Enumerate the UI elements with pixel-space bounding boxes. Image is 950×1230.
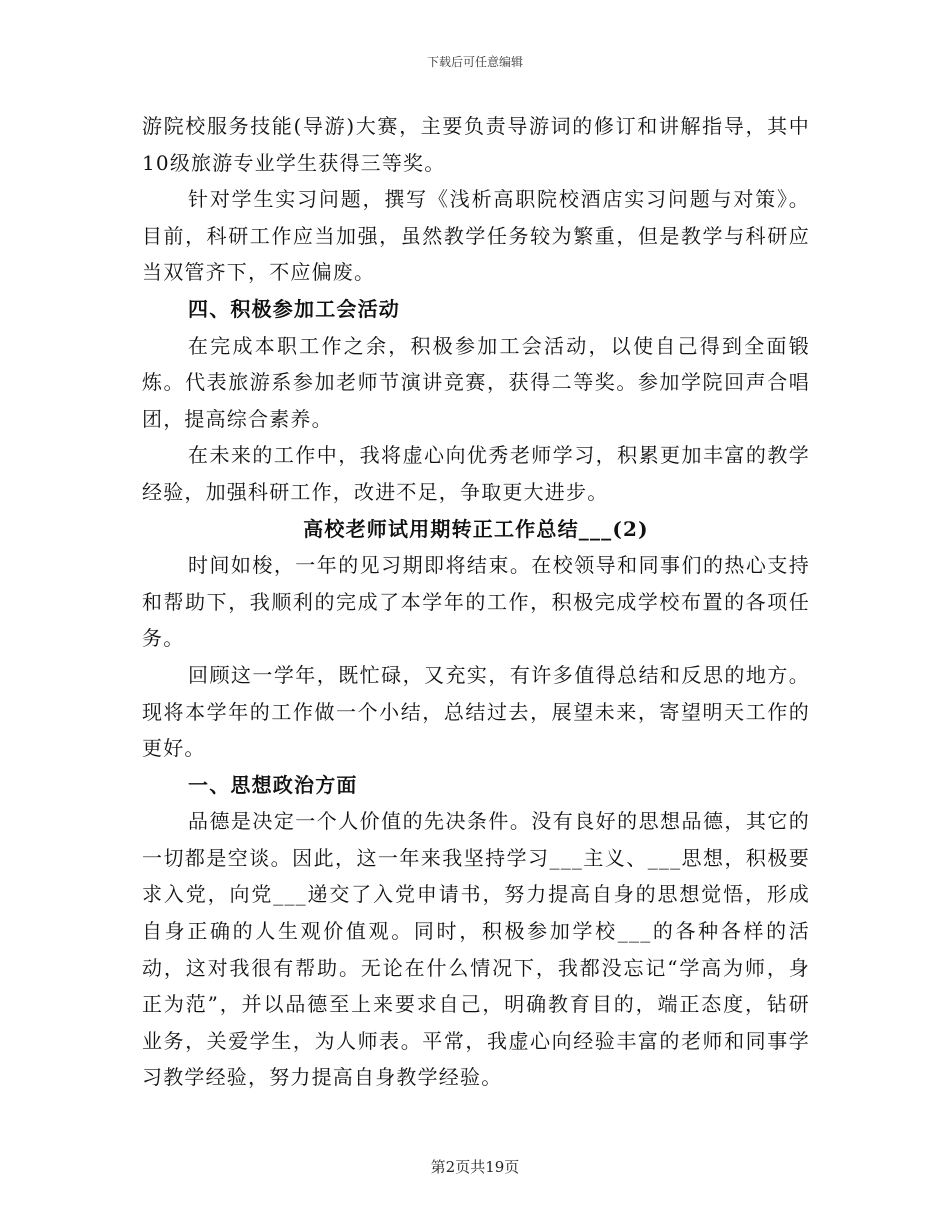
document-body (142, 108, 810, 1096)
document-title: 高校老师试用期转正工作总结___(2) (303, 516, 649, 541)
page-header: 下载后可任意编辑 (426, 55, 523, 69)
paragraph-union: 在完成本职工作之余，积极参加工会活动，以使自己得到全面锻炼。代表旅游系参加老师节演讲竞赛，获得二等奖。参加学院回声合唱团，提高综合素养。 (142, 333, 810, 431)
paragraph-intro: 时间如梭，一年的见习期即将结束。在校领导和同事们的热心支持和帮助下，我顺利的完成了本学年的工作，积极完成学校布置的各项任务。 (142, 553, 810, 651)
paragraph-research: 针对学生实习问题，撰写《浅析高职院校酒店实习问题与对策》。目前，科研工作应当加强，虽然教学任务较为繁重，但是教学与科研应当双管齐下，不应偏废。 (142, 187, 810, 285)
section-heading-union: 四、积极参加工会活动 (188, 296, 400, 321)
paragraph-ideology: 品德是决定一个人价值的先决条件。没有良好的思想品德，其它的一切都是空谈。因此，这一年来我坚持学习___主义、___思想，积极要求入党，向党___递交了入党申请书，努力提高自身的思想觉悟，形成自身正确的人生观价值观。同时，积极参加学校___的各种各样的活动，这对我很有帮助。无论在什么情况下，我都没忘记“学高为师，身正为范”，并以品德至上来要求自己，明确教育目的，端正态度，钻研业务，关爱学生，为人师表。平常，我虚心向经验丰富的老师和同事学习教学经验，努力提高自身教学经验。 (142, 809, 810, 1090)
section-heading-ideology: 一、思想政治方面 (188, 772, 358, 797)
page-number: 第2页共19页 (430, 1158, 520, 1176)
paragraph-continued: 游院校服务技能(导游)大赛，主要负责导游词的修订和讲解指导，其中10级旅游专业学生获得三等奖。 (142, 114, 810, 175)
paragraph-review: 回顾这一学年，既忙碌，又充实，有许多值得总结和反思的地方。现将本学年的工作做一个小结，总结过去，展望未来，寄望明天工作的更好。 (142, 662, 810, 761)
paragraph-future: 在未来的工作中，我将虚心向优秀老师学习，积累更加丰富的教学经验，加强科研工作，改进不足，争取更大进步。 (142, 443, 810, 504)
